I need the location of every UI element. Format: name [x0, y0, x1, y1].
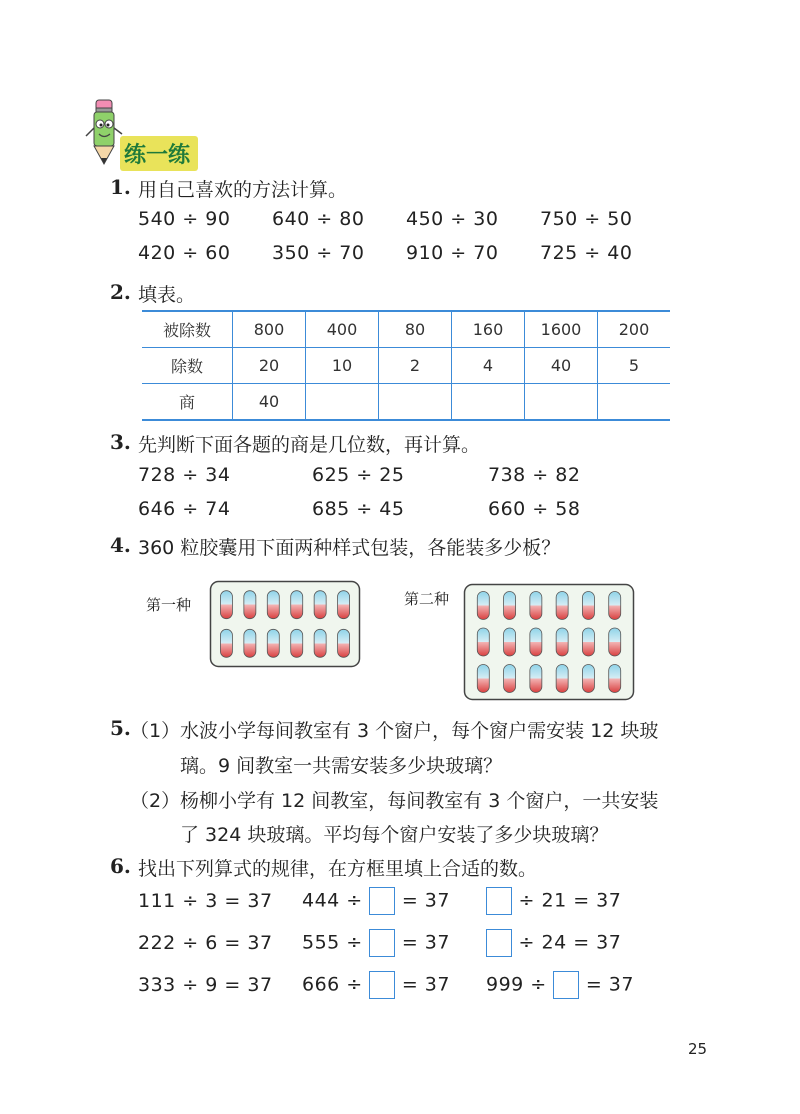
capsule-icon [220, 629, 232, 657]
q5-part1-line2: 璃。9 间教室一共需安装多少块玻璃？ [180, 755, 503, 777]
capsule-icon [582, 665, 594, 693]
pack2-label: 第二种 [404, 590, 450, 608]
answer-cell[interactable] [452, 384, 525, 421]
equation-right: = 37 [401, 889, 450, 912]
table-cell: 除数 [142, 348, 233, 384]
table-cell: 被除数 [142, 311, 233, 348]
q3-expr: 646 ÷ 74 [138, 498, 231, 520]
q6-blank-equation [486, 929, 621, 957]
table-cell: 5 [598, 348, 671, 384]
equation-right: = 37 [585, 973, 634, 996]
answer-cell[interactable] [306, 384, 379, 421]
capsule-icon [314, 629, 326, 657]
q6-equation: 111 ÷ 3 = 37 [138, 890, 273, 912]
q6-blank-equation [302, 887, 450, 915]
q3-expr: 685 ÷ 45 [312, 498, 405, 520]
capsule-icon [477, 665, 489, 693]
capsule-icon [504, 665, 516, 693]
capsule-icon [338, 629, 350, 657]
q5-part1-line1: 水波小学每间教室有 3 个窗户，每个窗户需安装 12 块玻 [180, 720, 659, 742]
capsule-icon [244, 591, 256, 619]
blister-board [465, 585, 634, 700]
q1-text: 用自己喜欢的方法计算。 [138, 179, 348, 201]
capsule-icon [556, 592, 568, 620]
q6-number: 6. [110, 854, 131, 878]
q1-expr: 640 ÷ 80 [272, 208, 365, 230]
capsule-icon [267, 629, 279, 657]
pencil-mascot-icon [84, 96, 124, 168]
capsule-icon [220, 591, 232, 619]
q6-blank-equation [302, 971, 450, 999]
q1-expr: 725 ÷ 40 [540, 242, 633, 264]
capsule-icon [244, 629, 256, 657]
equation-left: 999 ÷ [486, 973, 547, 996]
capsule-icon [338, 591, 350, 619]
fill-table [142, 310, 670, 421]
equation-left: 666 ÷ [302, 973, 363, 996]
capsule-icon [530, 665, 542, 693]
capsule-icon [291, 591, 303, 619]
q5-number: 5. [110, 716, 131, 740]
answer-box[interactable] [553, 971, 579, 999]
capsule-icon [556, 665, 568, 693]
q1-expr: 420 ÷ 60 [138, 242, 231, 264]
table-cell: 400 [306, 311, 379, 348]
pack1-label: 第一种 [146, 596, 192, 614]
answer-box[interactable] [369, 887, 395, 915]
capsule-icon [609, 628, 621, 656]
equation-right: = 37 [401, 973, 450, 996]
q3-expr: 728 ÷ 34 [138, 464, 231, 486]
equation-left: 555 ÷ [302, 931, 363, 954]
q4-number: 4. [110, 533, 131, 557]
q1-expr: 450 ÷ 30 [406, 208, 499, 230]
capsule-icon [477, 592, 489, 620]
equation-right: ÷ 21 = 37 [518, 889, 622, 912]
table-row [142, 311, 670, 348]
capsule-icon [530, 592, 542, 620]
table-cell: 40 [233, 384, 306, 421]
answer-box[interactable] [369, 929, 395, 957]
q2-text: 填表。 [138, 284, 196, 306]
table-cell: 800 [233, 311, 306, 348]
capsule-icon [609, 592, 621, 620]
table-cell: 20 [233, 348, 306, 384]
table-cell: 40 [525, 348, 598, 384]
answer-cell[interactable] [525, 384, 598, 421]
q5-part2-line2: 了 324 块玻璃。平均每个窗户安装了多少块玻璃？ [180, 824, 609, 846]
capsule-icon [556, 628, 568, 656]
answer-box[interactable] [486, 887, 512, 915]
q5-part2-tag: （2） [130, 790, 181, 812]
q5-part2-line1: 杨柳小学有 12 间教室，每间教室有 3 个窗户，一共安装 [180, 790, 659, 812]
table-row [142, 348, 670, 384]
capsule-icon [609, 665, 621, 693]
answer-box[interactable] [486, 929, 512, 957]
page-number: 25 [688, 1040, 708, 1058]
answer-cell[interactable] [379, 384, 452, 421]
table-cell: 80 [379, 311, 452, 348]
table-cell: 10 [306, 348, 379, 384]
capsule-pack-2 [463, 583, 635, 701]
q3-number: 3. [110, 430, 131, 454]
blister-board [211, 582, 360, 667]
capsule-icon [314, 591, 326, 619]
q1-number: 1. [110, 175, 131, 199]
q1-expr: 910 ÷ 70 [406, 242, 499, 264]
capsule-icon [582, 628, 594, 656]
section-title: 练一练 [120, 136, 198, 171]
q1-expr: 750 ÷ 50 [540, 208, 633, 230]
capsule-icon [477, 628, 489, 656]
q6-equation: 222 ÷ 6 = 37 [138, 932, 273, 954]
q6-blank-equation [302, 929, 450, 957]
q3-expr: 738 ÷ 82 [488, 464, 581, 486]
capsule-icon [582, 592, 594, 620]
q4-text: 360 粒胶囊用下面两种样式包装，各能装多少板？ [138, 537, 561, 559]
q1-expr: 350 ÷ 70 [272, 242, 365, 264]
q5-part1-tag: （1） [130, 720, 181, 742]
q6-equation: 333 ÷ 9 = 37 [138, 974, 273, 996]
table-cell: 160 [452, 311, 525, 348]
table-cell: 4 [452, 348, 525, 384]
q1-expr: 540 ÷ 90 [138, 208, 231, 230]
answer-cell[interactable] [598, 384, 671, 421]
table-cell: 1600 [525, 311, 598, 348]
q6-blank-equation [486, 887, 621, 915]
q6-text: 找出下列算式的规律，在方框里填上合适的数。 [138, 858, 538, 880]
capsule-icon [291, 629, 303, 657]
equation-right: ÷ 24 = 37 [518, 931, 622, 954]
equation-right: = 37 [401, 931, 450, 954]
capsule-icon [504, 628, 516, 656]
equation-left: 444 ÷ [302, 889, 363, 912]
capsule-icon [267, 591, 279, 619]
q3-expr: 625 ÷ 25 [312, 464, 405, 486]
table-row [142, 384, 670, 421]
capsule-pack-1 [209, 580, 361, 668]
table-cell: 商 [142, 384, 233, 421]
answer-box[interactable] [369, 971, 395, 999]
q3-expr: 660 ÷ 58 [488, 498, 581, 520]
capsule-icon [504, 592, 516, 620]
q3-text: 先判断下面各题的商是几位数，再计算。 [138, 434, 481, 456]
table-cell: 200 [598, 311, 671, 348]
capsule-icon [530, 628, 542, 656]
q2-number: 2. [110, 280, 131, 304]
q6-blank-equation [486, 971, 634, 999]
table-cell: 2 [379, 348, 452, 384]
